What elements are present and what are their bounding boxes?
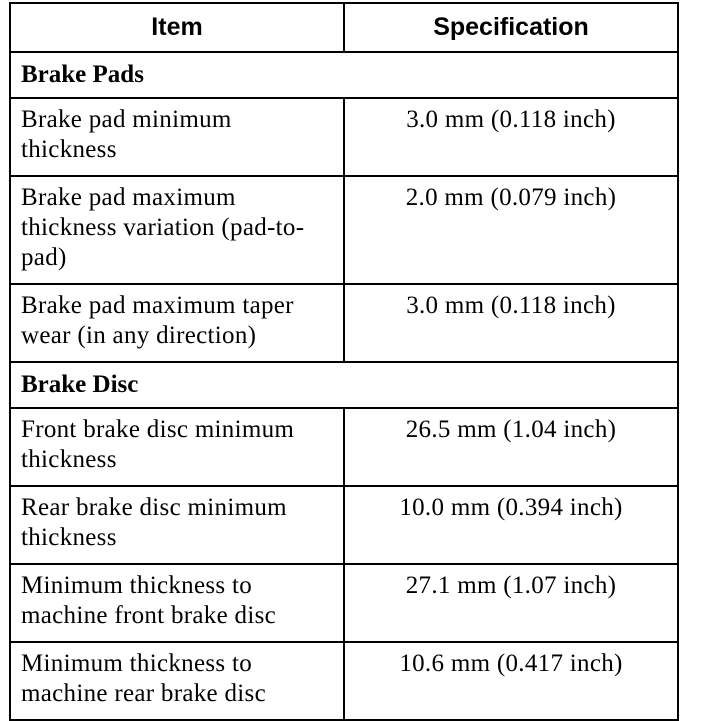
column-header-item: Item <box>10 3 344 52</box>
table-row <box>10 284 678 362</box>
table-row <box>10 408 678 486</box>
spec-cell: 10.6 mm (0.417 inch) <box>344 642 678 720</box>
spec-cell: 10.0 mm (0.394 inch) <box>344 486 678 564</box>
section-row-brake-pads <box>10 52 678 98</box>
header-row <box>10 3 678 52</box>
spec-cell: 26.5 mm (1.04 inch) <box>344 408 678 486</box>
section-title: Brake Disc <box>10 362 678 408</box>
section-row-brake-disc <box>10 362 678 408</box>
spec-cell: 27.1 mm (1.07 inch) <box>344 564 678 642</box>
specification-table <box>9 2 679 721</box>
item-cell: Front brake disc minimum thickness <box>10 408 344 486</box>
table-row <box>10 486 678 564</box>
item-cell: Minimum thickness to machine front brake disc <box>10 564 344 642</box>
column-header-specification: Specification <box>344 3 678 52</box>
table-row <box>10 642 678 720</box>
spec-cell: 2.0 mm (0.079 inch) <box>344 176 678 284</box>
table-row <box>10 98 678 176</box>
spec-cell: 3.0 mm (0.118 inch) <box>344 284 678 362</box>
table-row <box>10 176 678 284</box>
item-cell: Minimum thickness to machine rear brake disc <box>10 642 344 720</box>
item-cell: Brake pad maximum thickness variation (pad-to-pad) <box>10 176 344 284</box>
item-cell: Brake pad minimum thickness <box>10 98 344 176</box>
item-cell: Brake pad maximum taper wear (in any direction) <box>10 284 344 362</box>
section-title: Brake Pads <box>10 52 678 98</box>
table-row <box>10 564 678 642</box>
spec-cell: 3.0 mm (0.118 inch) <box>344 98 678 176</box>
item-cell: Rear brake disc minimum thickness <box>10 486 344 564</box>
